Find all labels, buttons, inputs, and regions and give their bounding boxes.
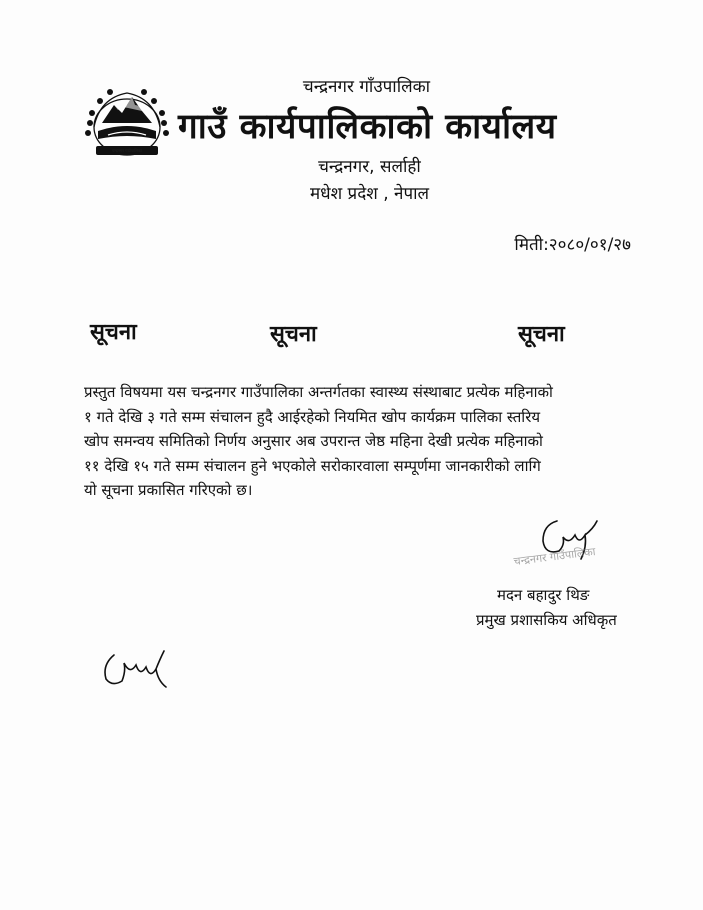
notice-body: [84, 380, 644, 503]
municipality-name: चन्द्रनगर गाँउपालिका: [302, 77, 431, 97]
second-signature: [100, 645, 175, 693]
office-stamp: चन्द्रनगर गाउँपालिका: [512, 545, 597, 569]
notice-heading-2: सूचना: [270, 322, 317, 347]
notice-heading-3: सूचना: [518, 322, 565, 347]
body-line: १ गते देखि ३ गते सम्म संचालन हुदै आईरहेको नियमित खोप कार्यक्रम पालिका स्तरिय: [84, 407, 541, 426]
body-line: प्रस्तुत विषयमा यस चन्द्रनगर गाउँपालिका अन्तर्गतका स्वास्थ्य संस्थाबाट प्रत्येक महिनाको: [84, 383, 553, 401]
notice-date: मिती:२०८०/०१/२७: [514, 235, 631, 255]
office-province: मधेश प्रदेश , नेपाल: [309, 184, 430, 204]
body-line: खोप समन्वय समितिको निर्णय अनुसार अब उपरान्त जेष्ठ महिना देखी प्रत्येक महिनाको: [84, 432, 543, 450]
signatory-name: मदन बहादुर थिङ: [497, 586, 590, 604]
body-line: यो सूचना प्रकासित गरिएको छ।: [84, 481, 253, 499]
office-title: गाउँ कार्यपालिकाको कार्यालय: [178, 107, 557, 147]
body-line: ११ देखि १५ गते सम्म संचालन हुने भएकोले सरोकारवाला सम्पूर्णमा जानकारीको लागि: [84, 456, 541, 475]
emblem-caption: चन्द्रनगर गाउँपालिका: [112, 148, 142, 153]
office-address: चन्द्रनगर, सर्लाही: [318, 157, 421, 177]
notice-heading-1: सूचना: [90, 320, 137, 345]
signatory-title: प्रमुख प्रशासकिय अधिकृत: [476, 611, 617, 629]
